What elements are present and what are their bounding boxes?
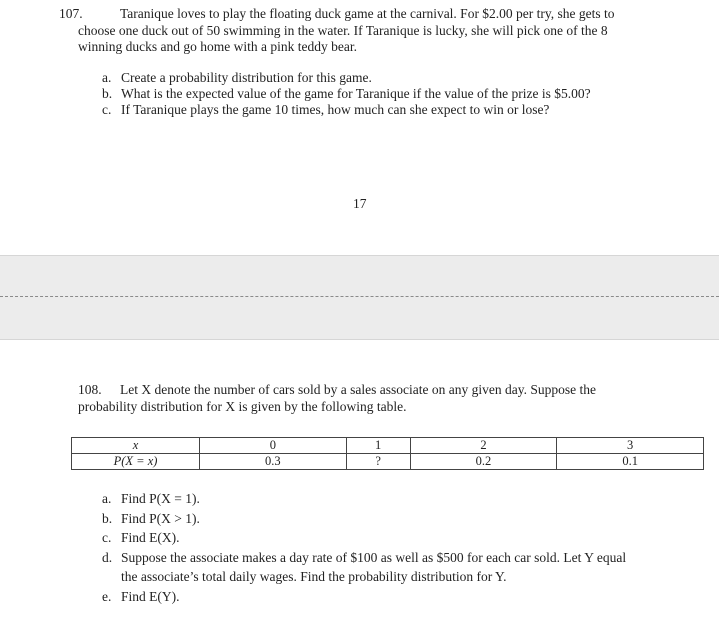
- table-cell: x: [72, 438, 200, 454]
- part-item: d. Suppose the associate makes a day rate of $100 as well as $500 for each car sold. Let Y equal: [102, 549, 627, 565]
- question-parts: [102, 70, 591, 118]
- table-cell: P(X = x): [72, 454, 200, 470]
- page-break: [0, 255, 719, 340]
- table-cell: 0: [200, 438, 347, 454]
- table-cell: ?: [346, 454, 410, 470]
- probability-table: [71, 437, 704, 470]
- part-item: c. Find E(X).: [102, 530, 180, 545]
- table-cell: 3: [557, 438, 704, 454]
- table-row: [72, 438, 704, 454]
- question-line: winning ducks and go home with a pink teddy bear.: [78, 39, 357, 54]
- part-item: a. Create a probability distribution for this game.: [102, 70, 372, 85]
- question-line: choose one duck out of 50 swimming in the water. If Taranique is lucky, she will pick one of the 8: [78, 22, 608, 38]
- part-item: b. What is the expected value of the game for Taranique if the value of the prize is $5.00?: [102, 86, 591, 101]
- page-bottom: [0, 339, 719, 617]
- part-item: c. If Taranique plays the game 10 times, how much can she expect to win or lose?: [102, 102, 550, 117]
- page-break-line: [0, 296, 719, 297]
- page-top: [0, 0, 719, 255]
- table-cell: 0.3: [200, 454, 347, 470]
- question-parts: [102, 489, 626, 606]
- question-line: Taranique loves to play the floating duck game at the carnival. For $2.00 per try, she gets to: [120, 6, 615, 21]
- question-line: Let X denote the number of cars sold by a sales associate on any given day. Suppose the: [120, 382, 596, 397]
- part-item: b. Find P(X > 1).: [102, 510, 200, 526]
- question-text: [78, 382, 596, 415]
- table-row: [72, 454, 704, 470]
- table-cell: 0.2: [410, 454, 557, 470]
- table-cell: 0.1: [557, 454, 704, 470]
- question-number: 107.: [59, 6, 83, 21]
- question-line: probability distribution for X is given by the following table.: [78, 398, 407, 414]
- part-item: the associate’s total daily wages. Find the probability distribution for Y.: [121, 569, 507, 584]
- question-number: 108.: [78, 382, 102, 397]
- table-cell: 1: [346, 438, 410, 454]
- table-cell: 2: [410, 438, 557, 454]
- question-text: [78, 6, 615, 56]
- part-item: e. Find E(Y).: [102, 588, 180, 604]
- page-number: 17: [353, 196, 367, 211]
- part-item: a. Find P(X = 1).: [102, 491, 200, 506]
